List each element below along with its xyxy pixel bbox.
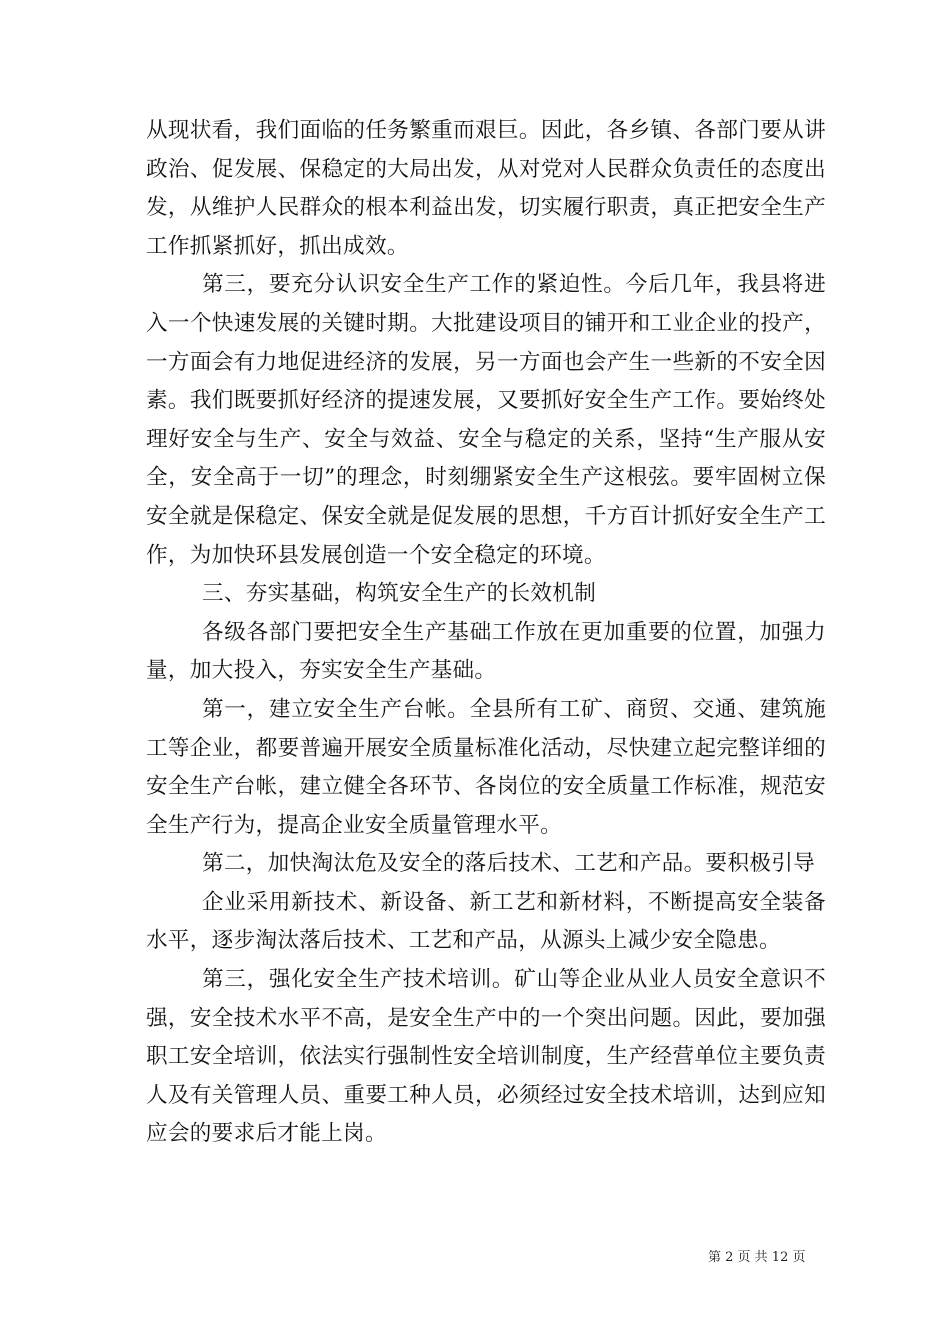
paragraph-1: 从现状看，我们面临的任务繁重而艰巨。因此，各乡镇、各部门要从讲政治、促发展、保稳定的大局出发，从对党对人民群众负责任的态度出发，从维护人民群众的根本利益出发，切实履行职责，真正把安全生产工作抓紧抓好，抓出成效。 xyxy=(146,118,826,259)
paragraph-5: 第二，加快淘汰危及安全的落后技术、工艺和产品。要积极引导 xyxy=(202,851,816,877)
section-heading: 三、夯实基础，构筑安全生产的长效机制 xyxy=(202,581,597,607)
paragraph-7: 第三，强化安全生产技术培训。矿山等企业从业人员安全意识不强，安全技术水平不高，是安全生产中的一个突出问题。因此，要加强职工安全培训，依法实行强制性安全培训制度，生产经营单位主要负责人及有关管理人员、重要工种人员，必须经过安全技术培训，达到应知应会的要求后才能上岗。 xyxy=(146,967,826,1147)
paragraph-3: 各级各部门要把安全生产基础工作放在更加重要的位置，加强力量，加大投入，夯实安全生产基础。 xyxy=(146,619,826,684)
paragraph-4: 第一，建立安全生产台帐。全县所有工矿、商贸、交通、建筑施工等企业，都要普遍开展安全质量标准化活动，尽快建立起完整详细的安全生产台帐，建立健全各环节、各岗位的安全质量工作标准，规范安全生产行为，提高企业安全质量管理水平。 xyxy=(146,696,826,838)
paragraph-6: 企业采用新技术、新设备、新工艺和新材料，不断提高安全装备水平，逐步淘汰落后技术、工艺和产品，从源头上减少安全隐患。 xyxy=(146,889,826,954)
paragraph-2: 第三，要充分认识安全生产工作的紧迫性。今后几年，我县将进入一个快速发展的关键时期。大批建设项目的铺开和工业企业的投产，一方面会有力地促进经济的发展，另一方面也会产生一些新的不安全因素。我们既要抓好经济的提速发展，又要抓好安全生产工作。要始终处理好安全与生产、安全与效益、安全与稳定的关系，坚持“生产服从安全，安全高于一切”的理念，时刻绷紧安全生产这根弦。要牢固树立保安全就是保稳定、保安全就是促发展的思想，千方百计抓好安全生产工作，为加快环县发展创造一个安全稳定的环境。 xyxy=(146,272,826,568)
body-text xyxy=(146,112,826,1154)
page-number: 第 2 页 共 12 页 xyxy=(708,1250,806,1265)
